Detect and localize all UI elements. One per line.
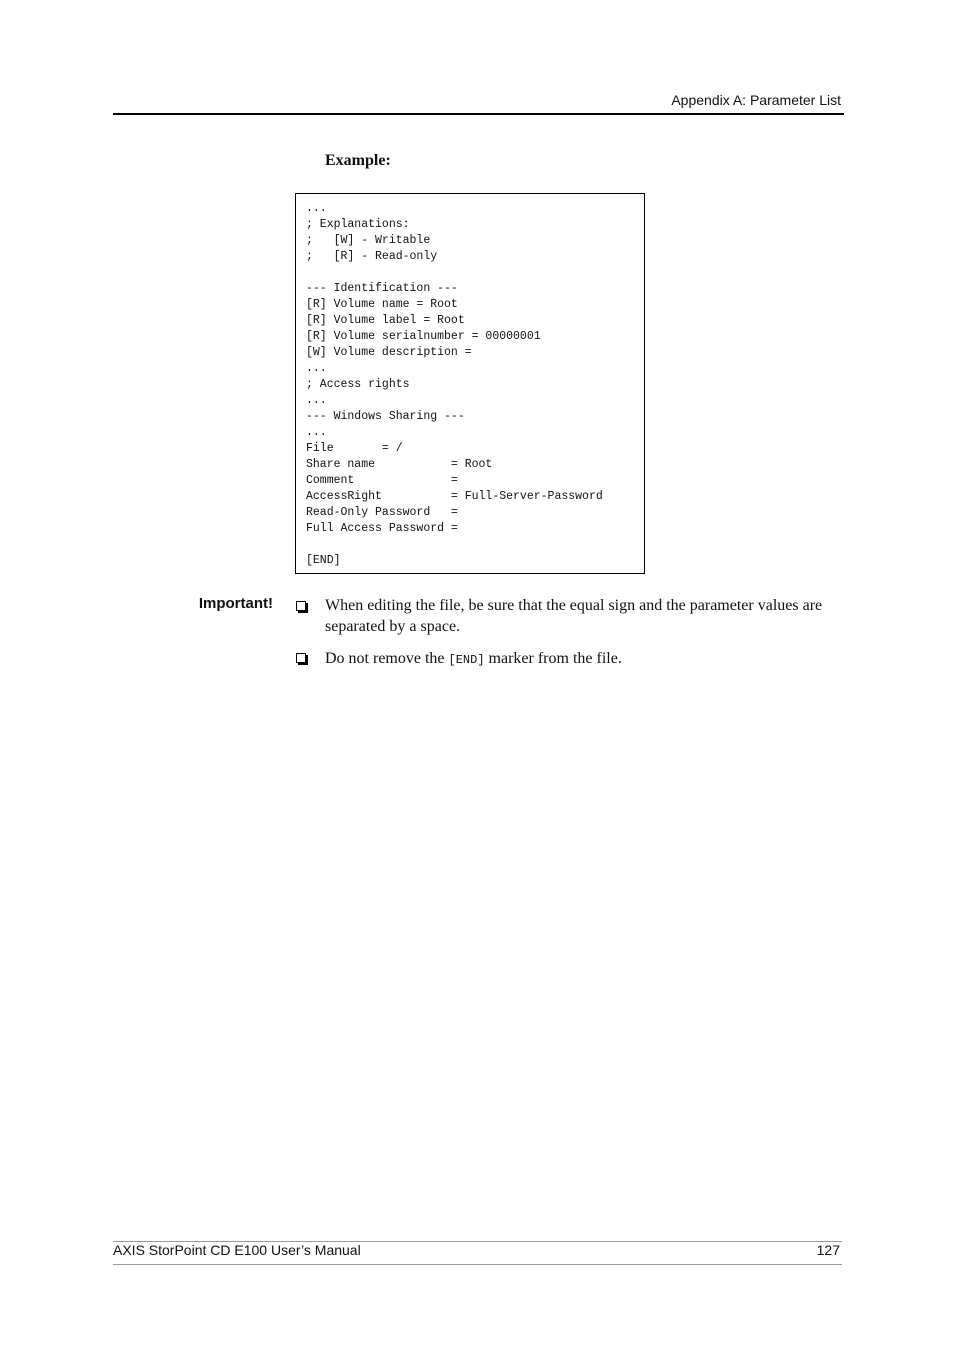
code-line: File = / [306, 442, 403, 455]
header-rule [113, 113, 844, 115]
code-line: ; Explanations: [306, 218, 410, 231]
code-line: AccessRight = Full-Server-Password [306, 490, 603, 503]
end-marker-code: [END] [448, 653, 485, 667]
important-label: Important! [198, 595, 273, 612]
code-line: Read-Only Password = [306, 506, 458, 519]
footer-manual-title: AXIS StorPoint CD E100 User’s Manual [113, 1242, 361, 1258]
checkbox-bullet-icon [296, 653, 306, 663]
code-line: [R] Volume serialnumber = 00000001 [306, 330, 541, 343]
code-line: ; [W] - Writable [306, 234, 431, 247]
code-line: ... [306, 362, 327, 375]
code-line: --- Identification --- [306, 282, 458, 295]
code-line: ; [R] - Read-only [306, 250, 438, 263]
code-line: [R] Volume label = Root [306, 314, 465, 327]
code-line: [END] [306, 554, 341, 567]
checkbox-bullet-icon [296, 601, 306, 611]
code-line: Share name = Root [306, 458, 493, 471]
important-note-2 [325, 648, 840, 671]
example-label: Example: [325, 152, 391, 169]
note-text-after: marker from the file. [484, 650, 622, 667]
code-line: ... [306, 202, 327, 215]
code-line: Full Access Password = [306, 522, 458, 535]
code-line: [R] Volume name = Root [306, 298, 458, 311]
running-header: Appendix A: Parameter List [671, 92, 841, 108]
note-text-before: Do not remove the [325, 650, 449, 667]
footer-page-number: 127 [816, 1242, 840, 1258]
code-line: [W] Volume description = [306, 346, 472, 359]
code-line: ... [306, 426, 327, 439]
footer-rule-bottom [113, 1264, 842, 1265]
code-example-box [295, 193, 645, 574]
code-line: Comment = [306, 474, 458, 487]
code-line: ; Access rights [306, 378, 410, 391]
important-note-1: When editing the file, be sure that the equal sign and the parameter values are separated by a space. [325, 597, 823, 635]
code-line: ... [306, 394, 327, 407]
code-line: --- Windows Sharing --- [306, 410, 465, 423]
